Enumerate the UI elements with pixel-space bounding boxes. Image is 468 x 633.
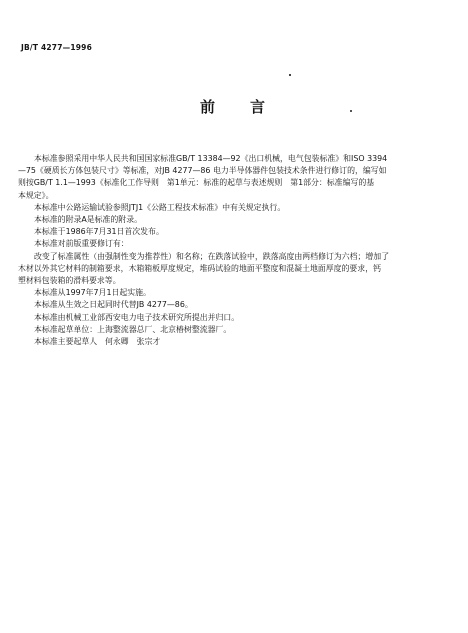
paragraph-1-line-1: 本标准参照采用中华人民共和国国家标准GB/T 13384—92《出口机械，电气包装标准》和ISO 3394 — [34, 154, 388, 163]
paragraph-7: 本标准从1997年7月1日起实施。 — [34, 288, 151, 298]
paragraph-4: 本标准于1986年7月31日首次发布。 — [34, 227, 164, 237]
scan-speck — [289, 74, 291, 76]
paragraph-6-line-2: 木材以外其它材料的制箱要求，木箱箱板厚度规定，堆码试验的地面平整度和混凝土地面厚度的要求，钙 — [18, 263, 381, 273]
title-char-1: 前 — [200, 98, 216, 116]
paragraph-2: 本标准中公路运输试验参照JTJ1《公路工程技术标准》中有关规定执行。 — [34, 202, 286, 212]
paragraph-1-line-3: 则按GB/T 1.1—1993《标准化工作导则 第1单元：标准的起草与表述规则 第1部分：标准编写的基 — [18, 178, 375, 188]
paragraph-11: 本标准主要起草人 何永卿 张宗才 — [34, 337, 161, 347]
paragraph-1-line-2: —75《硬质长方体包装尺寸》等标准，对JB 4277—86 电力半导体器件包装技术条件进行修订的，编写如 — [18, 166, 387, 176]
paragraph-10: 本标准起草单位：上海整流器总厂、北京椿树整流器厂。 — [34, 324, 232, 334]
paragraph-6-line-1: 改变了标准属性（由强制性变为推荐性）和名称；在跌落试验中，跌落高度由两档修订为六档；增加了 — [34, 251, 390, 261]
page-title — [200, 96, 265, 117]
paragraph-8: 本标准从生效之日起同时代替JB 4277—86。 — [34, 300, 193, 310]
paragraph-9: 本标准由机械工业部西安电力电子技术研究所提出并归口。 — [34, 312, 240, 322]
paragraph-5: 本标准对前版重要修订有： — [34, 239, 129, 249]
scan-speck — [350, 110, 352, 112]
paragraph-3: 本标准的附录A是标准的附录。 — [34, 215, 142, 225]
paragraph-1-line-4: 本规定》。 — [18, 190, 54, 200]
paragraph-6-line-3: 塑材料包装箱的滑料要求等。 — [18, 276, 121, 286]
title-char-2: 言 — [250, 98, 266, 116]
foreword-body — [18, 153, 450, 348]
standard-code: JB/T 4277—1996 — [21, 43, 93, 52]
